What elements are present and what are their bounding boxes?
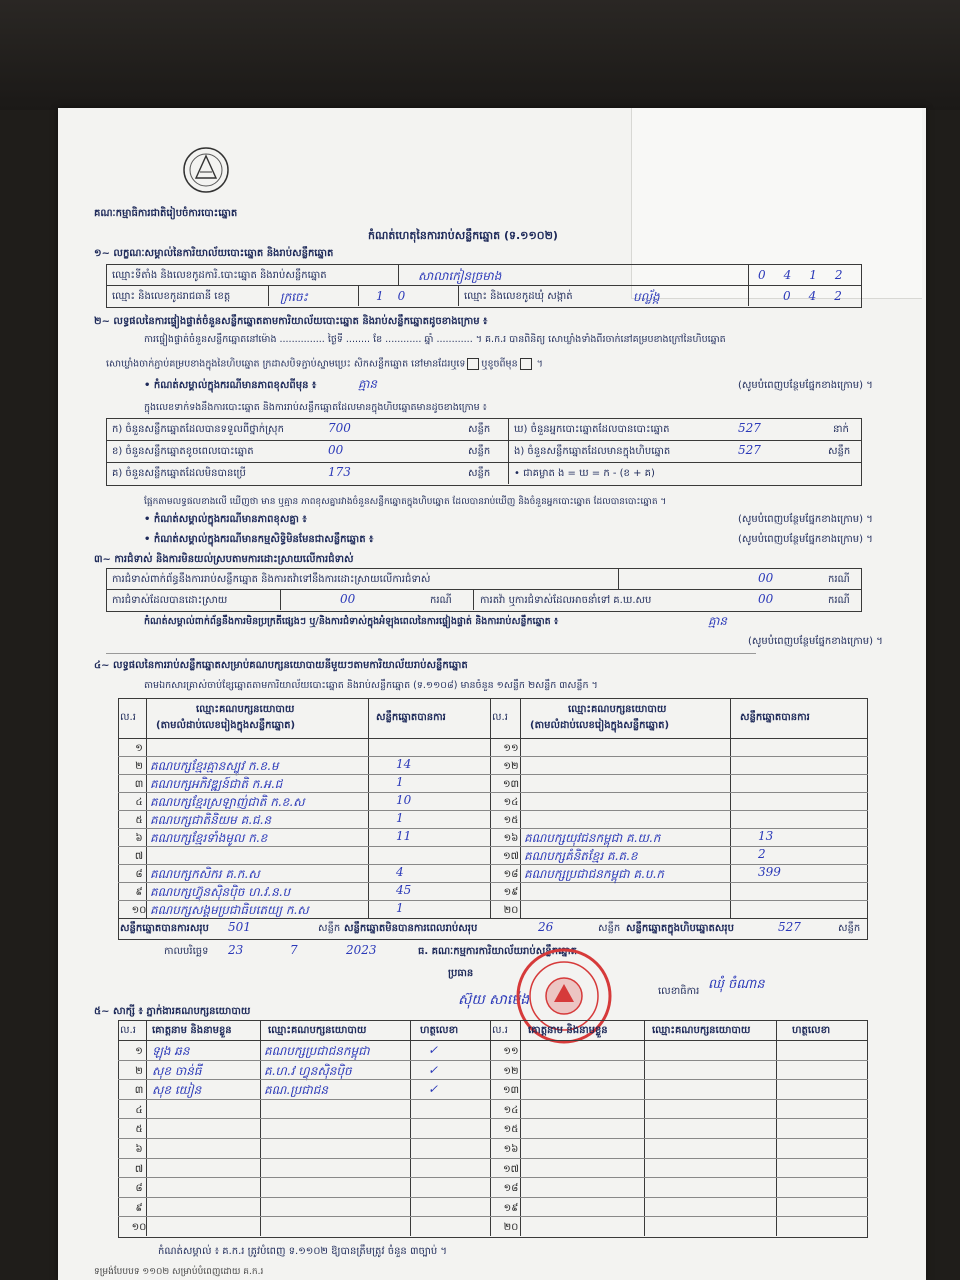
section1-title: ១~ លក្ខណៈសម្គាល់នៃការិយាល័យបោះឆ្នោត និងរាប់សន្លឹកឆ្នោត [94, 248, 334, 259]
fill-hint-3: (សូមបំពេញបន្ថែមផ្នែកខាងក្រោម) ។ [738, 534, 873, 545]
section5-title: ៥~ សាក្សី ៖ ភ្នាក់ងារគណបក្សនយោបាយ [94, 1006, 251, 1017]
national-emblem-icon [180, 144, 232, 196]
result-votes: 13 [758, 829, 774, 843]
witness-row-number: ៦ [135, 1144, 143, 1155]
row-divider [118, 810, 868, 811]
result-row-number: ១៧ [503, 851, 519, 862]
witness-row-number: ២ [135, 1066, 143, 1077]
witness-table [118, 1020, 868, 1238]
total-valid-value: 501 [228, 920, 251, 934]
result-row-number: ២ [135, 761, 143, 772]
section3-note-value: គ្មាន [708, 614, 728, 628]
witness-row-number: ១១ [503, 1046, 519, 1057]
witness-row-number: ១៨ [503, 1183, 519, 1194]
result-votes: 399 [758, 865, 781, 879]
result-votes: 14 [396, 757, 412, 771]
row-divider [118, 1118, 868, 1119]
row-divider [118, 846, 868, 847]
ng-unit: សន្លឹក [828, 446, 851, 457]
kho-label: ឃ) ចំនួនអ្នកបោះឆ្នោតដែលបានបោះឆ្នោត [514, 424, 670, 435]
appeal-unit: ករណី [828, 595, 850, 606]
result-party-name: គណបក្សខ្មែរស្រឡាញ់ជាតិ ក.ខ.ស [150, 795, 305, 809]
resolved-unit: ករណី [430, 595, 452, 606]
objections-label: ការជំទាស់ពាក់ព័ន្ធនឹងការរាប់សន្លឹកឆ្នោត និងការតវ៉ាទៅនឹងការដោះស្រាយលើការជំទាស់ [112, 574, 431, 585]
location-code: 0412 [758, 268, 861, 282]
result-row-number: ៤ [135, 797, 143, 808]
secretary-label: លេខាធិការ [658, 986, 700, 997]
result-votes: 1 [396, 775, 404, 789]
section2-para1: ការផ្ទៀងផ្ទាត់ចំនួនសន្លឹកឆ្នោតនៅម៉ោង ............... ថ្ងៃទី ........ ខែ ............ ឆ្នាំ ............ ។ គ.ក.រ បានពិនិត្យ សោឃ្លាំងទាំងពីរចាក់នៅគម្របខាងក្រៅនៃហិបឆ្នោត [144, 334, 726, 345]
result-row-number: ១៩ [503, 887, 519, 898]
w-col-name-left: គោត្តនាម និងនាមខ្លួន [152, 1025, 232, 1036]
result-row-number: ៥ [135, 815, 143, 826]
w-col-name-right: គោត្តនាម និងនាមខ្លួន [528, 1025, 608, 1036]
result-votes: 1 [396, 811, 404, 825]
witness-row-number: ២០ [503, 1222, 519, 1233]
result-party-name: គណបក្សកសិករ គ.ក.ស [150, 867, 260, 881]
w-col-sig-left: ហត្ថលេខា [420, 1025, 459, 1036]
section2-note-value: គ្មាន [358, 377, 378, 391]
location-label: ឈ្មោះទីតាំង និងលេខកូដការិ.បោះឆ្នោត និងរាប់សន្លឹកឆ្នោត [112, 270, 327, 281]
ng-value: 527 [738, 443, 761, 457]
witness-name: សុខ ចាន់ធី [152, 1064, 202, 1078]
col-votes-left: សន្លឹកឆ្នោតបានការ [376, 712, 446, 723]
appeal-label: ការតវ៉ា ឬការជំទាស់ដែលអាចនាំទៅ គ.ឃ.សប [480, 595, 652, 606]
result-row-number: ៨ [135, 869, 143, 880]
kho-unit: នាក់ [833, 424, 849, 435]
total-invalid-label: សន្លឹកឆ្នោតមិនបានការពេលរាប់សរុប [344, 923, 478, 934]
section2-para2: សោឃ្លាំងចាក់ភ្ជាប់គម្របខាងក្នុងនៃហិបឆ្នោត ក្រដាសបិទភ្ជាប់ស្នាមប្រេះ សិកសន្លឹកឆ្នោត នៅមានដែរឬទេ ឬខូចពីមុន ។ [106, 358, 543, 370]
row-divider [118, 756, 868, 757]
form-footer: ទម្រង់បែបបទ ១១០២ សម្រាប់បំពេញដោយ គ.ក.រ [94, 1267, 264, 1277]
witness-party: គណ.ប្រជាជន [264, 1083, 328, 1097]
witness-row-number: ១ [135, 1046, 143, 1057]
result-row-number: ១៦ [503, 833, 519, 844]
commune-label: ឈ្មោះ និងលេខកូដឃុំ សង្កាត់ [464, 291, 573, 302]
col-party-left: ឈ្មោះគណបក្សនយោបាយ [196, 704, 295, 715]
appeal-value: 00 [758, 592, 774, 606]
section3-title: ៣~ ការជំទាស់ និងការមិនយល់ស្របតាមការដោះស្រាយលើការជំទាស់ [94, 554, 354, 565]
col-party-right: ឈ្មោះគណបក្សនយោបាយ [568, 704, 667, 715]
col-no-right: ល.រ [492, 712, 508, 723]
objections-value: 00 [758, 571, 774, 585]
yes-checkbox[interactable] [467, 358, 479, 370]
date-day: 23 [228, 943, 244, 957]
row-divider [118, 1177, 868, 1178]
witness-row-number: ៥ [135, 1124, 143, 1135]
section2-note3: • កំណត់សម្គាល់ក្នុងករណីមានកម្មសិទ្ធិមិនមែនជាសន្លឹកឆ្នោត ៖ [144, 534, 374, 545]
result-row-number: ១០ [131, 905, 147, 916]
witness-row-number: ៤ [135, 1105, 143, 1116]
result-row-number: ៩ [135, 887, 143, 898]
w-col-no-right: ល.រ [492, 1025, 508, 1036]
witness-signature: ✓ [428, 1063, 439, 1077]
witness-row-number: ១៥ [503, 1124, 519, 1135]
section2-note2: • កំណត់សម្គាល់ក្នុងករណីមានភាពខុសគ្នា ៖ [144, 514, 307, 525]
fill-hint-1: (សូមបំពេញបន្ថែមផ្នែកខាងក្រោម) ។ [738, 380, 873, 391]
total-box-label: សន្លឹកឆ្នោតក្នុងហិបឆ្នោតសរុប [626, 923, 734, 934]
result-row-number: ៧ [134, 851, 144, 862]
province-code: 10 [376, 289, 420, 303]
w-col-sig-right: ហត្ថលេខា [792, 1025, 831, 1036]
witness-row-number: ៧ [134, 1164, 144, 1175]
province-value: ក្រចេះ [280, 290, 308, 304]
objections-unit: ករណី [828, 574, 850, 585]
total-box-value: 527 [778, 920, 801, 934]
ko-unit: សន្លឹក [468, 468, 491, 479]
section3-note: កំណត់សម្គាល់ពាក់ព័ន្ធនឹងការមិនប្រក្រតីផ្សេងៗ ឬ/និងការជំទាស់ក្នុងអំឡុងពេលនៃការផ្ទៀងផ្ទាត់ និងការរាប់សន្លឹកឆ្នោត ៖ [144, 616, 559, 627]
result-row-number: ៣ [134, 779, 144, 790]
result-row-number: ១៥ [503, 815, 519, 826]
section4-intro: តាមឯកសារគ្រាស់ចាប់ខ្សែឆ្នោតតាមការិយាល័យបោះឆ្នោត និងរាប់សន្លឹកឆ្នោត (ទ.១១០៨) មានចំនួន ១សន្លឹក ២សន្លឹក ៣សន្លឹក ។ [144, 680, 598, 691]
witness-row-number: ១៧ [503, 1164, 519, 1175]
resolved-label: ការជំទាស់ដែលបានដោះស្រាយ [112, 595, 228, 606]
total-valid-unit: សន្លឹក [318, 923, 341, 934]
committee-name: គណៈកម្មាធិការជាតិរៀបចំការបោះឆ្នោត [94, 208, 238, 219]
total-valid-label: សន្លឹកឆ្នោតបានការសរុប [120, 923, 209, 934]
result-votes: 1 [396, 901, 404, 915]
row-divider [118, 774, 868, 775]
location-value: សាលាកៀនច្រមាង [418, 269, 502, 283]
footnote: កំណត់សម្គាល់ ៖ គ.ក.រ ត្រូវបំពេញ ទ.១១០២ ឱ្យបានត្រឹមត្រូវ ចំនួន ៣ច្បាប់ ។ [158, 1246, 447, 1257]
witness-row-number: ៣ [134, 1085, 144, 1096]
result-votes: 2 [758, 847, 766, 861]
ka-value: 700 [328, 421, 351, 435]
total-invalid-value: 26 [538, 920, 554, 934]
result-row-number: ២០ [503, 905, 519, 916]
section2-title: ២~ លទ្ធផលនៃការផ្ទៀងផ្ទាត់ចំនួនសន្លឹកឆ្នោតតាមការិយាល័យបោះឆ្នោត និងរាប់សន្លឹកឆ្នោតដូចខាងក្រោម ៖ [94, 316, 488, 327]
row-divider [118, 1197, 868, 1198]
section2-para3: ផ្អែកតាមលទ្ធផលខាងលើ ឃើញថា មាន ឬគ្មាន ភាពខុសគ្នារវាងចំនួនសន្លឹកឆ្នោតក្នុងហិបឆ្នោត ដែលបានរាប់ឃើញ និងចំនួនអ្នកបោះឆ្នោត ដែលបានបោះឆ្នោត ។ [144, 497, 667, 507]
fill-hint-4: (សូមបំពេញបន្ថែមផ្នែកខាងក្រោម) ។ [748, 636, 883, 647]
commune-code: 042 [783, 289, 860, 303]
result-row-number: ៦ [135, 833, 143, 844]
row-divider [118, 1138, 868, 1139]
result-party-name: គណបក្សសង្គមប្រជាធិបតេយ្យ ក.ស [150, 903, 309, 917]
result-row-number: ១២ [503, 761, 519, 772]
row-divider [118, 1158, 868, 1159]
result-votes: 4 [396, 865, 404, 879]
ka-label: ក) ចំនួនសន្លឹកឆ្នោតដែលបានទទួលពីថ្នាក់ស្រុក [112, 424, 284, 435]
result-party-name: គណបក្សគំនិតខ្មែរ គ.គ.ខ [524, 849, 638, 863]
row-divider [118, 1079, 868, 1080]
committee-sign-label: ធ. គណៈកម្មការការិយាល័យរាប់សន្លឹកឆ្នោត [418, 946, 578, 957]
col-party-sub-right: (តាមលំដាប់លេខរៀងក្នុងសន្លឹកឆ្នោត) [530, 720, 670, 731]
witness-row-number: ១៩ [503, 1203, 519, 1214]
col-party-sub-left: (តាមលំដាប់លេខរៀងក្នុងសន្លឹកឆ្នោត) [156, 720, 296, 731]
row-divider [118, 864, 868, 865]
date-label: កាលបរិច្ឆេទ [164, 946, 209, 957]
formula: • ជាគម្លាត ង = ឃ = ក - (ខ + គ) [514, 468, 655, 479]
result-party-name: គណបក្សហ៊្វុនស៊ិនប៉ិច ហ.វ.ន.ប [150, 885, 291, 899]
witness-row-number: ៨ [135, 1183, 143, 1194]
chair-signature: ស៊ុយ សាម៉េង [458, 992, 530, 1008]
date-month: 7 [290, 943, 298, 957]
section4-title: ៤~ លទ្ធផលនៃការរាប់សន្លឹកឆ្នោតសម្រាប់គណបក្សនយោបាយនីមួយៗតាមការិយាល័យរាប់សន្លឹកឆ្នោត [94, 660, 468, 671]
result-party-name: គណបក្សជាតិនិយម គ.ជ.ន [150, 813, 272, 827]
result-row-number: ១១ [503, 743, 519, 754]
form-title: កំណត់ហេតុនៃការរាប់សន្លឹកឆ្នោត (ទ.១១០២) [368, 229, 558, 242]
kha-value: 00 [328, 443, 344, 457]
witness-name: ឡុង ឆន [152, 1044, 190, 1058]
chair-label: ប្រធាន [448, 968, 474, 979]
ng-label: ង) ចំនួនសន្លឹកឆ្នោតដែលមានក្នុងហិបឆ្នោត [514, 446, 671, 457]
result-votes: 10 [396, 793, 412, 807]
result-votes: 11 [396, 829, 412, 843]
col-no-left: ល.រ [120, 712, 136, 723]
witness-party: គ.ហ.វ ហ្វុនស៊ិនប៉ិច [264, 1064, 352, 1078]
no-checkbox[interactable] [520, 358, 532, 370]
province-label: ឈ្មោះ និងលេខកូដរាជធានី ខេត្ត [112, 291, 231, 302]
witness-signature: ✓ [428, 1082, 439, 1096]
row-divider [118, 900, 868, 901]
result-party-name: គណបក្សខ្មែរគ្មានស្បូវ ក.ខ.ម [150, 759, 279, 773]
result-party-name: គណបក្សប្រជាជនកម្ពុជា គ.ប.ក [524, 867, 664, 881]
witness-row-number: ១៤ [503, 1105, 519, 1116]
row-divider [118, 1060, 868, 1061]
kho-value: 527 [738, 421, 761, 435]
total-box-unit: សន្លឹក [838, 923, 861, 934]
witness-row-number: ១៦ [503, 1144, 519, 1155]
commune-value: បល្ល័ង្ក [633, 290, 660, 304]
result-party-name: គណបក្សខ្មែរទាំងមូល ក.ខ [150, 831, 268, 845]
result-row-number: ១៣ [502, 779, 520, 790]
paper-form [58, 108, 926, 1280]
w-col-party-left: ឈ្មោះគណបក្សនយោបាយ [268, 1025, 367, 1036]
ko-value: 173 [328, 465, 351, 479]
witness-row-number: ១០ [131, 1222, 147, 1233]
kha-label: ខ) ចំនួនសន្លឹកឆ្នោតខូចពេលបោះឆ្នោត [112, 446, 254, 457]
witness-party: គណបក្សប្រជាជនកម្ពុជា [264, 1044, 370, 1058]
witness-signature: ✓ [428, 1043, 439, 1057]
section2-note-label: • កំណត់សម្គាល់ក្នុងករណីមានភាពខុសពីមុន ៖ [144, 380, 317, 391]
resolved-value: 00 [340, 592, 356, 606]
ko-label: គ) ចំនួនសន្លឹកឆ្នោតដែលមិនបានប្រើ [112, 468, 246, 479]
row-divider [118, 1216, 868, 1217]
result-votes: 45 [396, 883, 412, 897]
result-party-name: គណបក្សអភិវឌ្ឍន៍ជាតិ ក.អ.ជ [150, 777, 283, 791]
col-votes-right: សន្លឹកឆ្នោតបានការ [740, 712, 810, 723]
result-row-number: ១ [135, 743, 143, 754]
total-invalid-unit: សន្លឹក [598, 923, 621, 934]
section2-intro: ក្នុងលេខទាក់ទងនឹងការបោះឆ្នោត និងការរាប់សន្លឹកឆ្នោតដែលមានក្នុងហិបឆ្នោតមានដូចខាងក្រោម ៖ [144, 402, 487, 413]
witness-row-number: ១៣ [502, 1085, 520, 1096]
witness-row-number: ៩ [135, 1203, 143, 1214]
background-table [0, 0, 960, 110]
row-divider [118, 1099, 868, 1100]
secretary-signature: ឈុំ ចំណាន [708, 977, 765, 992]
date-year: 2023 [346, 943, 377, 957]
w-col-no-left: ល.រ [120, 1025, 136, 1036]
fill-hint-2: (សូមបំពេញបន្ថែមផ្នែកខាងក្រោម) ។ [738, 514, 873, 525]
result-row-number: ១៨ [503, 869, 519, 880]
result-party-name: គណបក្សយុវជនកម្ពុជា គ.យ.ក [524, 831, 661, 845]
w-col-party-right: ឈ្មោះគណបក្សនយោបាយ [652, 1025, 751, 1036]
result-row-number: ១៤ [503, 797, 519, 808]
row-divider [118, 882, 868, 883]
witness-name: សុខ យៀន [152, 1083, 202, 1097]
row-divider [118, 828, 868, 829]
kha-unit: សន្លឹក [468, 446, 491, 457]
row-divider [118, 792, 868, 793]
witness-row-number: ១២ [503, 1066, 519, 1077]
ka-unit: សន្លឹក [468, 424, 491, 435]
